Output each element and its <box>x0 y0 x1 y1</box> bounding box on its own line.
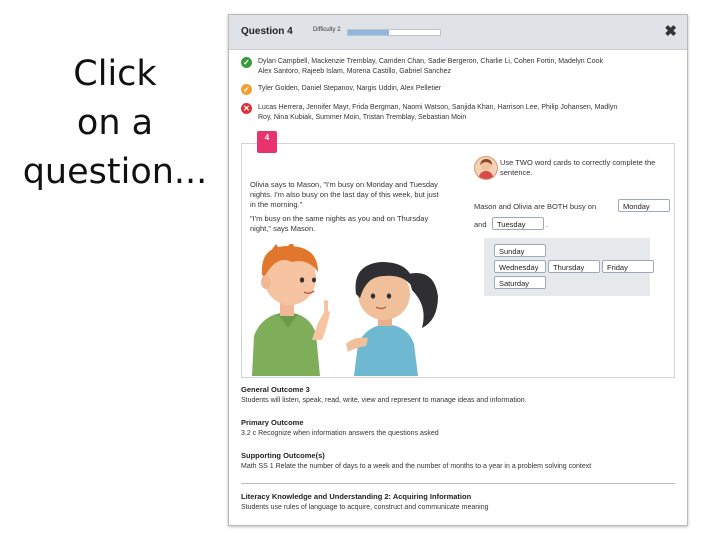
answer-slot-2[interactable]: Tuesday <box>492 217 544 230</box>
word-card-friday[interactable]: Friday <box>602 260 654 273</box>
sentence-end: . <box>546 220 549 229</box>
answer-slot-1[interactable]: Monday <box>618 199 670 212</box>
sentence-and: and <box>474 220 487 229</box>
question-title: Question 4 <box>241 26 293 37</box>
children-talking-illustration <box>242 244 457 376</box>
partial-student-names <box>258 84 441 94</box>
difficulty-label: Difficulty 2 <box>313 27 341 33</box>
slide-title-line: question... <box>22 152 208 192</box>
slide-title-line: Click <box>73 54 157 94</box>
slide-title-line: on a <box>76 103 154 143</box>
story-text <box>250 180 446 238</box>
supporting-outcome-heading: Supporting Outcome(s) <box>241 451 325 460</box>
literacy-heading: Literacy Knowledge and Understanding 2: Acquiring Information <box>241 492 472 501</box>
word-card-thursday[interactable]: Thursday <box>548 260 600 273</box>
student-names-line: Roy, Nina Kubiak, Summer Moin, Tristan Tremblay, Sebastian Moin <box>258 114 467 121</box>
student-names-line: Dylan Campbell, Mackenzie Tremblay, Camden Chan, Sadie Bergeron, Charlie Li, Cohen Fortin, Madelyn Cook <box>258 58 603 65</box>
story-paragraph: "I'm busy on the same nights as you and on Thursday night," says Mason. <box>250 214 429 233</box>
primary-outcome-heading: Primary Outcome <box>241 418 304 427</box>
difficulty-meter <box>347 29 441 36</box>
divider <box>241 483 675 484</box>
panel-header <box>229 15 687 50</box>
close-icon[interactable]: ✖ <box>664 23 677 40</box>
question-area <box>241 143 675 378</box>
sentence-start: Mason and Olivia are BOTH busy on <box>474 202 597 211</box>
student-names-line: Lucas Herrera, Jennifer Mayr, Frida Bergman, Naomi Watson, Sanjida Khan, Harrison Lee, Philip Johansen, Madlyn <box>258 104 618 111</box>
general-outcome-text: Students will listen, speak, read, write, view and represent to manage ideas and information. <box>241 397 527 404</box>
general-outcome-heading: General Outcome 3 <box>241 385 310 394</box>
question-panel <box>228 14 688 526</box>
check-icon: ✓ <box>241 57 252 68</box>
word-card-sunday[interactable]: Sunday <box>494 244 546 257</box>
literacy-text: Students use rules of language to acquire, construct and communicate meaning <box>241 504 489 511</box>
primary-outcome-text: 3.2 c Recognize when information answers the questions asked <box>241 430 439 437</box>
correct-student-names <box>258 57 603 77</box>
question-number-badge: 4 <box>257 131 277 153</box>
slide-title <box>20 50 210 197</box>
check-icon: ✓ <box>241 84 252 95</box>
student-names-line: Alex Santoro, Rajeeb Islam, Morena Castillo, Gabriel Sanchez <box>258 68 451 75</box>
story-paragraph: Olivia says to Mason, "I'm busy on Monday and Tuesday nights. I'm also busy on the last day of this week, but just in the morning." <box>250 180 439 209</box>
question-prompt: Use TWO word cards to correctly complete the sentence. <box>500 158 656 177</box>
supporting-outcome-text: Math SS 1 Relate the number of days to a week and the number of months to a year in a problem solving context <box>241 463 592 470</box>
word-card-saturday[interactable]: Saturday <box>494 276 546 289</box>
difficulty-meter-fill <box>348 30 389 35</box>
incorrect-student-names <box>258 103 617 123</box>
student-names-line: Tyler Golden, Daniel Stepanov, Nargis Uddin, Alex Pelletier <box>258 85 442 92</box>
teacher-avatar-icon <box>474 156 498 180</box>
word-card-wednesday[interactable]: Wednesday <box>494 260 546 273</box>
word-bank <box>484 238 650 296</box>
x-icon: ✕ <box>241 103 252 114</box>
